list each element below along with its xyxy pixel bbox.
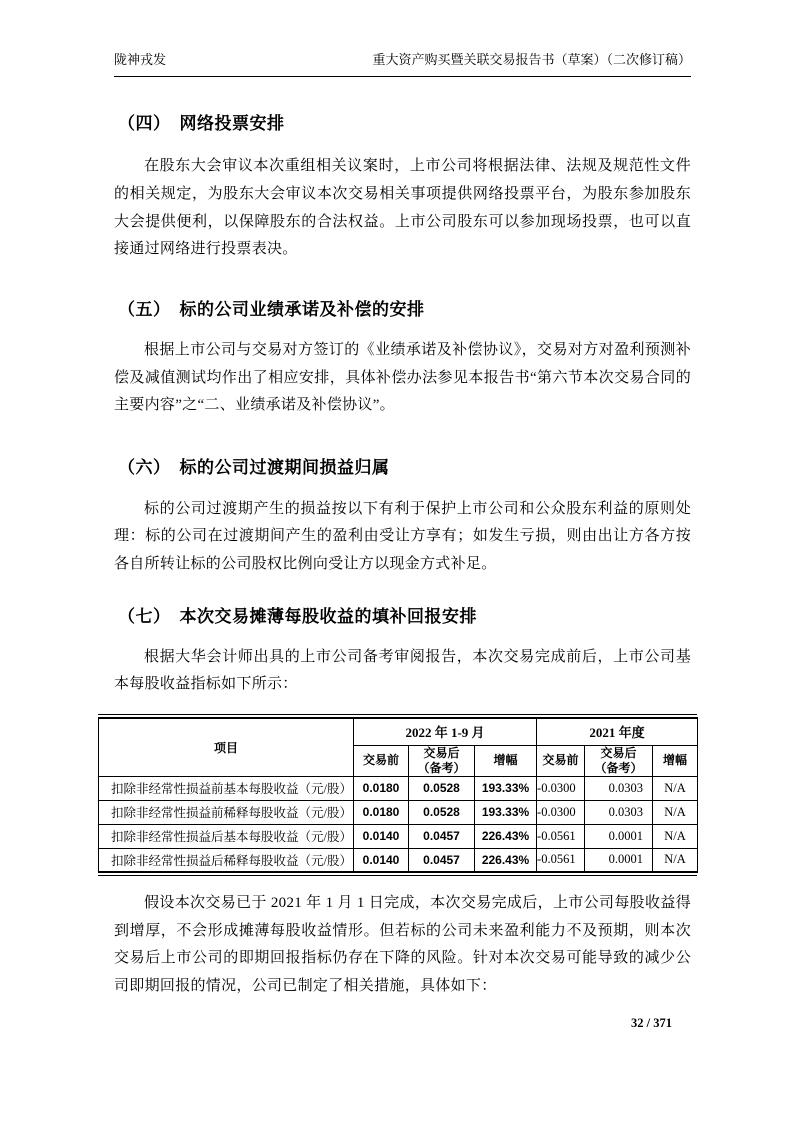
cell-pre-2022: 0.0180 xyxy=(354,800,409,824)
cell-change-2021: N/A xyxy=(653,776,698,800)
section-number: （六） xyxy=(118,458,171,478)
cell-post-2022: 0.0457 xyxy=(409,824,475,848)
section-heading-5 xyxy=(118,297,691,323)
section-4-paragraph: 在股东大会审议本次重组相关议案时，上市公司将根据法律、法规及规范性文件的相关规定，为股东大会审议本次交易相关事项提供网络投票平台，为股东参加股东大会提供便利，以保障股东的合法权益。上市公司股东可以参加现场投票，也可以直接通过网络进行投票表决。 xyxy=(114,158,691,258)
column-group-2022: 2022 年 1-9 月 xyxy=(354,718,537,745)
table-header-row-groups xyxy=(99,718,698,745)
page-content xyxy=(111,111,691,1001)
column-header-pre-2021: 交易前 xyxy=(537,745,585,776)
cell-change-2021: N/A xyxy=(653,848,698,872)
row-item-label: 扣除非经常性损益后基本每股收益（元/股） xyxy=(99,824,354,848)
section-7-paragraph: 根据大华会计师出具的上市公司备考审阅报告，本次交易完成前后，上市公司基本每股收益指标如下所示： xyxy=(114,648,691,693)
column-header-change-2022: 增幅 xyxy=(475,745,537,776)
table-row xyxy=(99,776,698,800)
cell-post-2022: 0.0528 xyxy=(409,800,475,824)
section-heading-6 xyxy=(118,455,691,481)
post-label-line1: 交易后 xyxy=(423,745,460,760)
post-label-line1: 交易后 xyxy=(600,745,637,760)
cell-change-2022: 226.43% xyxy=(475,824,537,848)
section-5-paragraph: 根据上市公司与交易对方签订的《业绩承诺及补偿协议》，交易对方对盈利预测补偿及减值测试均作出了相应安排，具体补偿办法参见本报告书“第六节本次交易合同的主要内容”之“二、业绩承诺及补偿协议”。 xyxy=(114,342,691,414)
column-header-post-2022 xyxy=(409,745,475,776)
column-header-item: 项目 xyxy=(99,718,354,776)
row-item-label: 扣除非经常性损益前稀释每股收益（元/股） xyxy=(99,800,354,824)
section-heading-7 xyxy=(118,604,691,630)
column-group-2021: 2021 年度 xyxy=(537,718,698,745)
cell-pre-2021: -0.0561 xyxy=(537,824,585,848)
cell-pre-2022: 0.0180 xyxy=(354,776,409,800)
post-label-line2: （备考） xyxy=(417,760,466,775)
column-header-pre-2022: 交易前 xyxy=(354,745,409,776)
header-document-title: 重大资产购买暨关联交易报告书（草案）（二次修订稿） xyxy=(372,52,691,67)
cell-change-2021: N/A xyxy=(653,800,698,824)
cell-pre-2021: -0.0561 xyxy=(537,848,585,872)
cell-change-2022: 193.33% xyxy=(475,776,537,800)
section-number: （五） xyxy=(118,299,171,319)
table-row xyxy=(99,824,698,848)
cell-change-2022: 193.33% xyxy=(475,800,537,824)
cell-post-2021: 0.0001 xyxy=(585,848,653,872)
row-item-label: 扣除非经常性损益前基本每股收益（元/股） xyxy=(99,776,354,800)
cell-change-2021: N/A xyxy=(653,824,698,848)
column-header-post-2021 xyxy=(585,745,653,776)
section-6-paragraph: 标的公司过渡期产生的损益按以下有利于保护上市公司和公众股东利益的原则处理：标的公司在过渡期间产生的盈利由受让方享有；如发生亏损，则由出让方各方按各自所转让标的公司股权比例向受让方以现金方式补足。 xyxy=(114,500,691,572)
section-title: 标的公司业绩承诺及补偿的安排 xyxy=(179,299,425,319)
section-number: （四） xyxy=(118,113,171,133)
section-title: 标的公司过渡期间损益归属 xyxy=(179,458,390,478)
cell-post-2022: 0.0457 xyxy=(409,848,475,872)
table-row xyxy=(99,800,698,824)
header-company-name: 陇神戎发 xyxy=(114,52,167,67)
cell-post-2021: 0.0001 xyxy=(585,824,653,848)
eps-comparison-table xyxy=(98,717,698,873)
eps-table-wrapper xyxy=(98,714,697,876)
post-label-line2: （备考） xyxy=(594,760,643,775)
page-number: 32 / 371 xyxy=(631,1016,672,1030)
section-title: 网络投票安排 xyxy=(179,113,285,133)
cell-pre-2022: 0.0140 xyxy=(354,848,409,872)
section-number: （七） xyxy=(118,607,171,627)
cell-post-2022: 0.0528 xyxy=(409,776,475,800)
page-header xyxy=(114,52,691,77)
cell-pre-2021: -0.0300 xyxy=(537,800,585,824)
cell-post-2021: 0.0303 xyxy=(585,800,653,824)
section-heading-4 xyxy=(118,111,691,137)
cell-pre-2021: -0.0300 xyxy=(537,776,585,800)
section-title: 本次交易摊薄每股收益的填补回报安排 xyxy=(179,607,477,627)
column-header-change-2021: 增幅 xyxy=(653,745,698,776)
row-item-label: 扣除非经常性损益后稀释每股收益（元/股） xyxy=(99,848,354,872)
cell-post-2021: 0.0303 xyxy=(585,776,653,800)
closing-paragraph: 假设本次交易已于 2021 年 1 月 1 日完成，本次交易完成后，上市公司每股收益得到增厚，不会形成摊薄每股收益情形。但若标的公司未来盈利能力不及预期，则本次交易后上市公司的即期回报指标仍存在下降的风险。针对本次交易可能导致的减少公司即期回报的情况，公司已制定了相关措施，具体如下： xyxy=(114,895,691,994)
cell-change-2022: 226.43% xyxy=(475,848,537,872)
table-row xyxy=(99,848,698,872)
cell-pre-2022: 0.0140 xyxy=(354,824,409,848)
